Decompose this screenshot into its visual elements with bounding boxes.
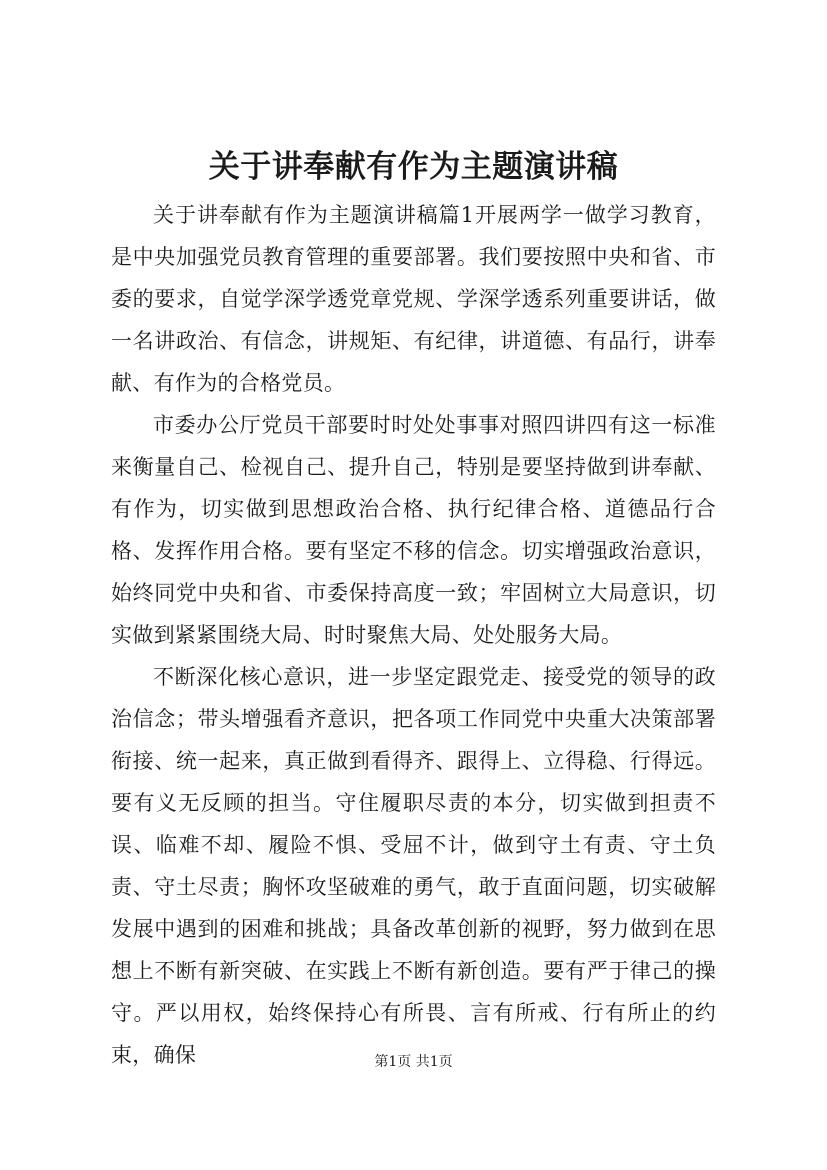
document-body [111, 194, 716, 1076]
document-title: 关于讲奉献有作为主题演讲稿 [208, 149, 619, 185]
paragraph-2: 市委办公厅党员干部要时时处处事事对照四讲四有这一标准来衡量自己、检视自己、提升自己，特别是要坚持做到讲奉献、有作为，切实做到思想政治合格、执行纪律合格、道德品行合格、发挥作用合格。要有坚定不移的信念。切实增强政治意识，始终同党中央和省、市委保持高度一致；牢固树立大局意识，切实做到紧紧围绕大局、时时聚焦大局、处处服务大局。 [111, 413, 716, 647]
paragraph-1: 关于讲奉献有作为主题演讲稿篇1开展两学一做学习教育，是中央加强党员教育管理的重要部署。我们要按照中央和省、市委的要求，自觉学深学透党章党规、学深学透系列重要讲话，做一名讲政治、有信念，讲规矩、有纪律，讲道德、有品行，讲奉献、有作为的合格党员。 [111, 203, 716, 395]
paragraph-3: 不断深化核心意识，进一步坚定跟党走、接受党的领导的政治信念；带头增强看齐意识，把各项工作同党中央重大决策部署衔接、统一起来，真正做到看得齐、跟得上、立得稳、行得远。要有义无反顾的担当。守住履职尽责的本分，切实做到担责不误、临难不却、履险不惧、受屈不计，做到守土有责、守土负责、守土尽责；胸怀攻坚破难的勇气，敢于直面问题，切实破解发展中遇到的困难和挑战；具备改革创新的视野，努力做到在思想上不断有新突破、在实践上不断有新创造。要有严于律己的操守。严以用权，始终保持心有所畏、言有所戒、行有所止的约束，确保 [111, 665, 716, 1067]
page-number-footer: 第1页 共1页 [374, 1054, 453, 1070]
